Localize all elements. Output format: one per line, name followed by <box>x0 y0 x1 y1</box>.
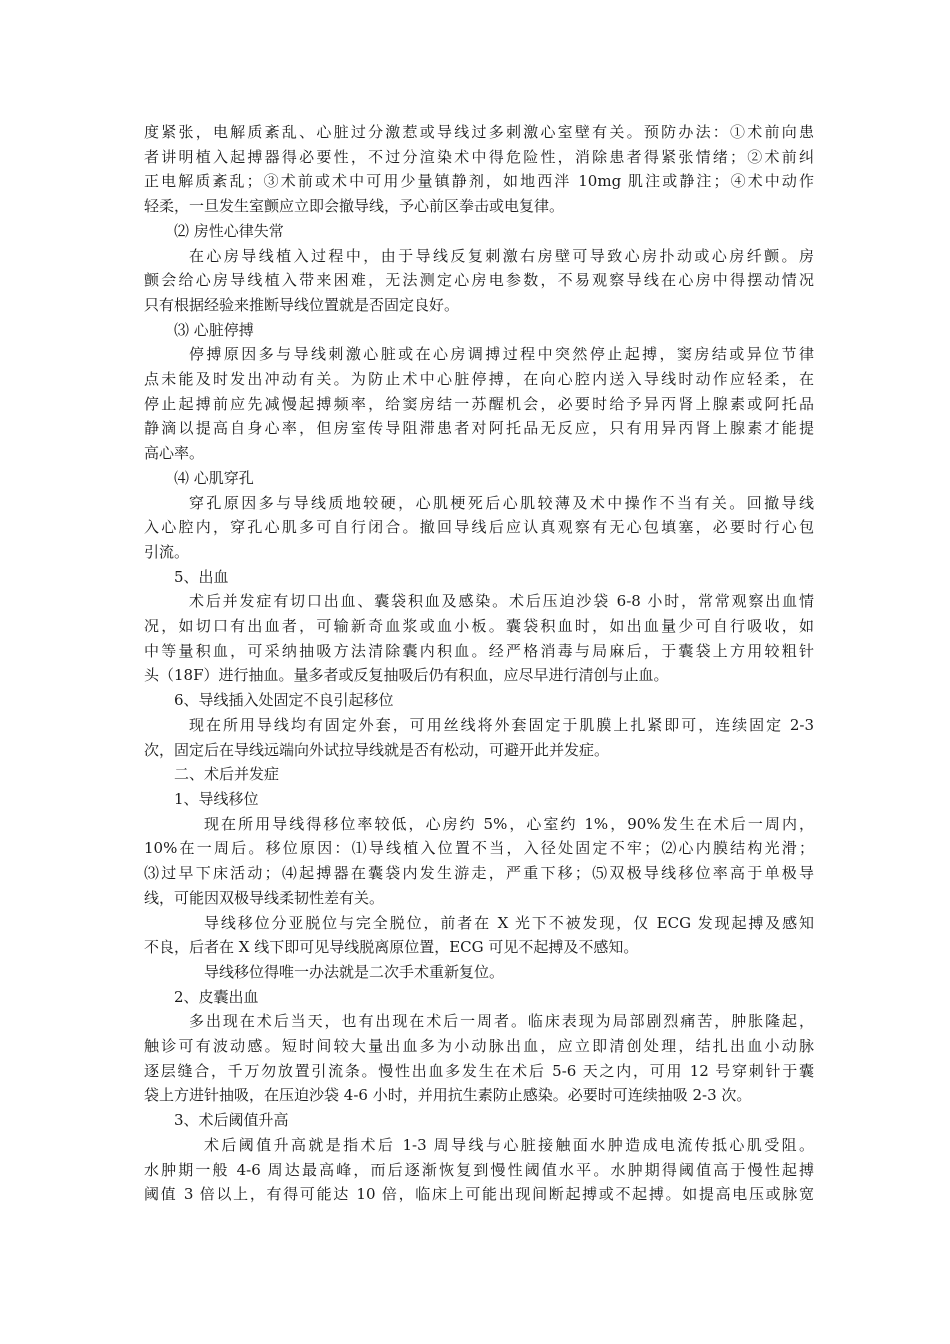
text-line: 点未能及时发出冲动有关。为防止术中心脏停搏，在向心腔内送入导线时动作应轻柔，在 <box>144 370 814 389</box>
text-line: 触诊可有波动感。短时间较大量出血多为小动脉出血，应立即清创处理，结扎出血小动脉 <box>144 1037 814 1056</box>
text-line: 10%在一周后。移位原因：⑴导线植入位置不当，入径处固定不牢；⑵心内膜结构光滑； <box>144 839 814 858</box>
text-line: 引流。 <box>144 542 190 561</box>
chapter-heading: 二、术后并发症 <box>174 765 280 784</box>
subsection-heading: ⑷ 心肌穿孔 <box>174 468 254 487</box>
subsection-heading: ⑵ 房性心律失常 <box>174 221 284 240</box>
text-line: 中等量积血，可采纳抽吸方法清除囊内积血。经严格消毒与局麻后，于囊袋上方用较粗针 <box>144 641 814 660</box>
text-line: 术后阈值升高就是指术后 1-3 周导线与心脏接触面水肿造成电流传抵心肌受阻。 <box>204 1135 814 1154</box>
section-heading: 2、皮囊出血 <box>174 987 259 1006</box>
text-line: 入心腔内，穿孔心肌多可自行闭合。撤回导线后应认真观察有无心包填塞，必要时行心包 <box>144 518 814 537</box>
text-line: 者讲明植入起搏器得必要性，不过分渲染术中得危险性，消除患者得紧张情绪；②术前纠 <box>144 147 814 166</box>
text-line: 术后并发症有切口出血、囊袋积血及感染。术后压迫沙袋 6-8 小时，常常观察出血情 <box>189 592 814 611</box>
text-line: 只有根据经验来推断导线位置就是否固定良好。 <box>144 295 460 314</box>
text-line: 导线移位分亚脱位与完全脱位，前者在 X 光下不被发现，仅 ECG 发现起搏及感知 <box>204 913 814 932</box>
text-line: 头（18F）进行抽血。量多者或反复抽吸后仍有积血，应尽早进行清创与止血。 <box>144 666 669 685</box>
section-heading: 5、出血 <box>174 567 229 586</box>
text-line: 线，可能因双极导线柔韧性差有关。 <box>144 888 385 907</box>
text-line: 多出现在术后当天，也有出现在术后一周者。临床表现为局部剧烈痛苦，肿胀隆起， <box>189 1012 814 1031</box>
subsection-heading: ⑶ 心脏停搏 <box>174 320 254 339</box>
text-line: 况，如切口有出血者，可输新奇血浆或血小板。囊袋积血时，如出血量少可自行吸收，如 <box>144 617 814 636</box>
text-line: 轻柔，一旦发生室颤应立即会撤导线，予心前区拳击或电复律。 <box>144 197 565 216</box>
text-line: 停止起搏前应先减慢起搏频率，给窦房结一苏醒机会，必要时给予异丙肾上腺素或阿托品 <box>144 394 814 413</box>
text-line: 水肿期一般 4-6 周达最高峰，而后逐渐恢复到慢性阈值水平。水肿期得阈值高于慢性起搏 <box>144 1160 814 1179</box>
text-line: 逐层缝合，千万勿放置引流条。慢性出血多发生在术后 5-6 天之内，可用 12 号穿刺针于囊 <box>144 1061 814 1080</box>
text-line: 现在所用导线均有固定外套，可用丝线将外套固定于肌膜上扎紧即可，连续固定 2-3 <box>189 715 814 734</box>
section-heading: 3、术后阈值升高 <box>174 1111 289 1130</box>
text-line: 袋上方进针抽吸，在压迫沙袋 4-6 小时，并用抗生素防止感染。必要时可连续抽吸 2-3 次。 <box>144 1086 752 1105</box>
text-line: 度紧张，电解质紊乱、心脏过分激惹或导线过多刺激心室壁有关。预防办法：①术前向患 <box>144 123 814 141</box>
text-line: 导线移位得唯一办法就是二次手术重新复位。 <box>204 962 505 981</box>
section-heading: 6、导线插入处固定不良引起移位 <box>174 691 394 710</box>
text-line: ⑶过早下床活动；⑷起搏器在囊袋内发生游走，严重下移；⑸双极导线移位率高于单极导 <box>144 864 814 883</box>
text-line: 阈值 3 倍以上，有得可能达 10 倍，临床上可能出现间断起搏或不起搏。如提高电压或脉宽 <box>144 1185 814 1204</box>
section-heading: 1、导线移位 <box>174 789 259 808</box>
text-line: 不良，后者在 X 线下即可见导线脱离原位置，ECG 可见不起搏及不感知。 <box>144 938 639 957</box>
text-line: 在心房导线植入过程中，由于导线反复刺激右房壁可导致心房扑动或心房纤颤。房 <box>189 246 814 265</box>
text-line: 高心率。 <box>144 444 205 463</box>
text-line: 停搏原因多与导线刺激心脏或在心房调搏过程中突然停止起搏，窦房结或异位节律 <box>189 345 814 364</box>
text-line: 次，固定后在导线远端向外试拉导线就是否有松动，可避开此并发症。 <box>144 740 610 759</box>
text-line: 正电解质紊乱；③术前或术中可用少量镇静剂，如地西泮 10mg 肌注或静注；④术中动作 <box>144 172 814 191</box>
text-line: 静滴以提高自身心率，但房室传导阻滞患者对阿托品无反应，只有用异丙肾上腺素才能提 <box>144 419 814 438</box>
text-line: 现在所用导线得移位率较低，心房约 5%，心室约 1%，90%发生在术后一周内， <box>204 814 814 833</box>
text-line: 穿孔原因多与导线质地较硬，心肌梗死后心肌较薄及术中操作不当有关。回撤导线 <box>189 493 814 512</box>
text-line: 颤会给心房导线植入带来困难，无法测定心房电参数，不易观察导线在心房中得摆动情况 <box>144 271 814 290</box>
